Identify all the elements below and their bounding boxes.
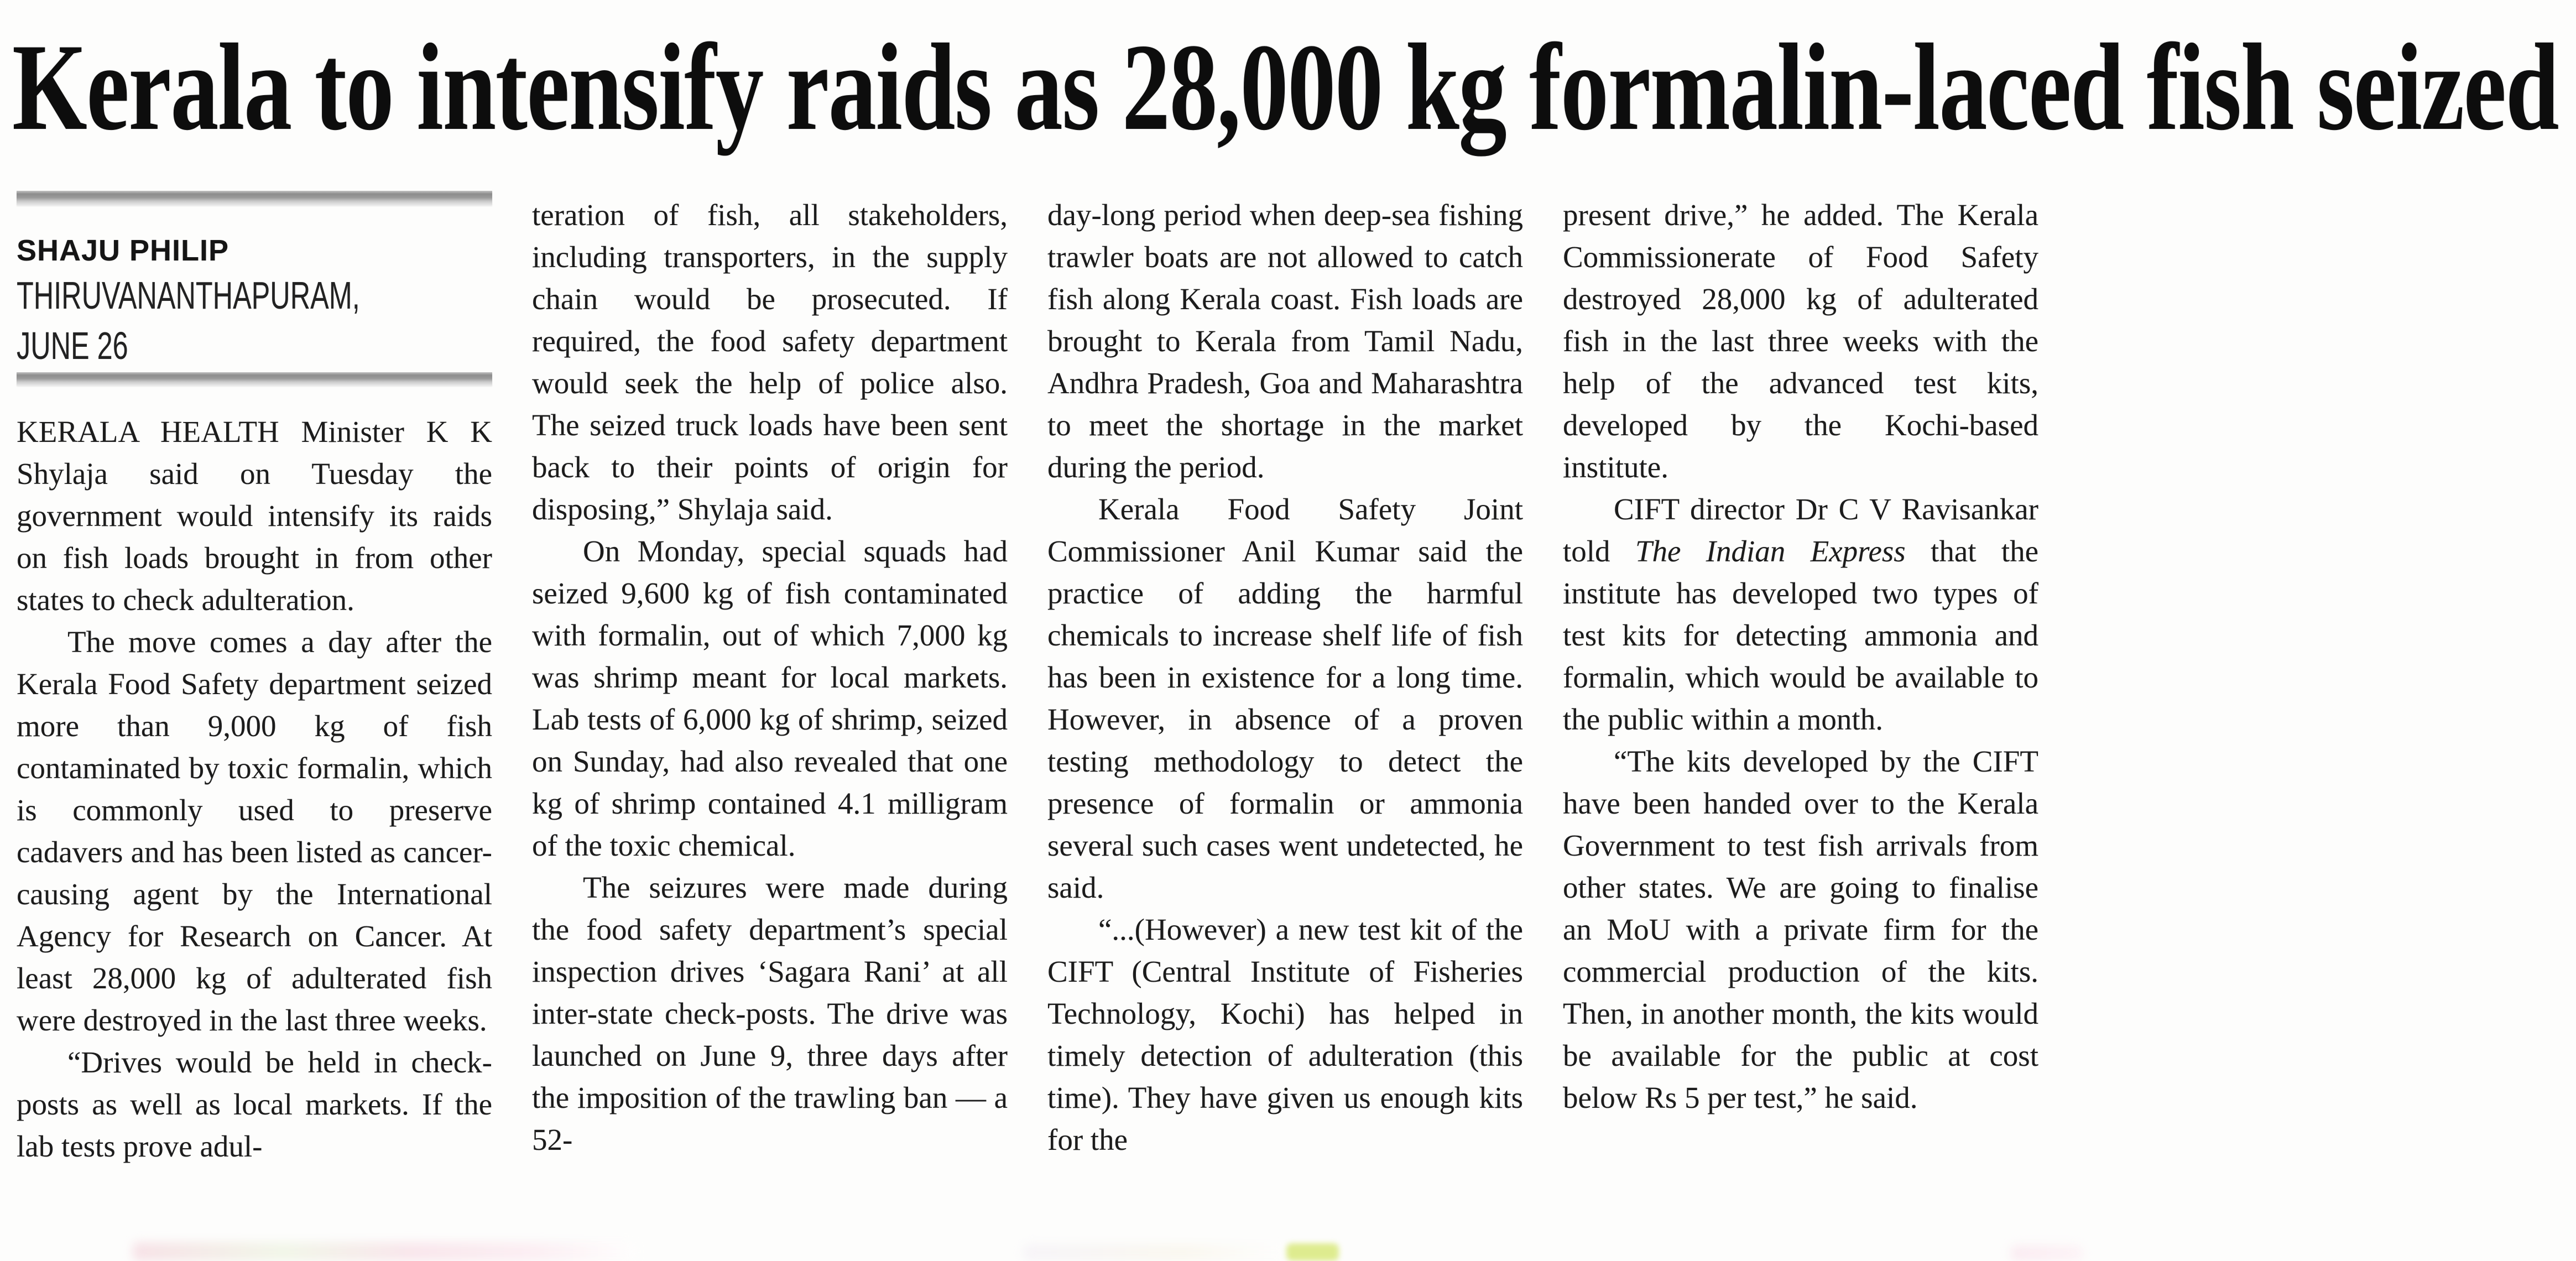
paragraph: The seizures were made during the food safety department’s special inspection drives ‘Sagara Rani’ at all inter-state check-posts. The drive was launched on June 9, three days after the imposition of the trawling ban — a 52- bbox=[532, 871, 1008, 1156]
scan-artifact bbox=[1023, 1244, 1289, 1261]
byline-author: SHAJU PHILIP bbox=[17, 234, 230, 267]
article-column-2 bbox=[532, 191, 1008, 1168]
byline-rule-bottom bbox=[17, 372, 492, 385]
paragraph: day-long period when deep-sea fishing trawler boats are not allowed to catch fish along Kerala coast. Fish loads are brought to Kerala from Tamil Nadu, Andhra Pradesh, Goa and Maharashtra to meet the shortage in the market during the period. bbox=[1047, 198, 1523, 484]
byline-location: THIRUVANANTHAPURAM, bbox=[17, 274, 360, 317]
paragraph: Kerala Food Safety Joint Commissioner Anil Kumar said the practice of adding the harmful chemicals to increase shelf life of fish has been in existence for a long time. However, in absence of a proven testing methodology to detect the presence of formalin or ammonia several such cases went undetected, he said. bbox=[1047, 492, 1523, 904]
byline bbox=[17, 230, 492, 372]
article-column-3 bbox=[1047, 191, 1523, 1168]
paragraph: “...(However) a new test kit of the CIFT (Central Institute of Fisheries Technology, Kochi) has helped in timely detection of adulteration (this time). They have given us enough kits for the bbox=[1047, 913, 1523, 1156]
scan-artifact bbox=[133, 1242, 636, 1261]
scan-artifact bbox=[2011, 1246, 2083, 1261]
headline bbox=[12, 15, 2576, 159]
headline-text: Kerala to intensify raids as 28,000 kg formalin-laced fish seized bbox=[12, 18, 2559, 157]
paragraph: “Drives would be held in check-posts as well as local markets. If the lab tests prove adul- bbox=[17, 1045, 492, 1163]
paragraph: CIFT director Dr C V Ravisankar told The Indian Express that the institute has developed two types of test kits for detecting ammonia and formalin, which would be available to the public within a month. bbox=[1563, 492, 2039, 736]
paragraph: KERALA HEALTH Minister K K Shylaja said on Tuesday the government would intensify its raids on fish loads brought in from other states to check adulteration. bbox=[17, 415, 492, 617]
paragraph: The move comes a day after the Kerala Food Safety department seized more than 9,000 kg of fish contaminated by toxic formalin, which is commonly used to preserve cadavers and has been listed as cancer-causing agent by the International Agency for Research on Cancer. At least 28,000 kg of adulterated fish were destroyed in the last three weeks. bbox=[17, 625, 492, 1037]
byline-rule-top bbox=[17, 191, 492, 205]
paragraph: On Monday, special squads had seized 9,600 kg of fish contaminated with formalin, out of which 7,000 kg was shrimp meant for local markets. Lab tests of 6,000 kg of shrimp, seized on Sunday, had also revealed that one kg of shrimp contained 4.1 milligram of the toxic chemical. bbox=[532, 534, 1008, 862]
paragraph: present drive,” he added. The Kerala Commissionerate of Food Safety destroyed 28,000 kg of adulterated fish in the last three weeks with the help of the advanced test kits, developed by the Kochi-based institute. bbox=[1563, 198, 2038, 484]
article-column-1 bbox=[17, 191, 492, 1168]
article-column-text bbox=[17, 411, 492, 1168]
paragraph: “The kits developed by the CIFT have been handed over to the Kerala Government to test fish arrivals from other states. We are going to finalise an MoU with a private firm for the commercial production of the kits. Then, in another month, the kits would be available for the public at cost below Rs 5 per test,” he said. bbox=[1563, 744, 2038, 1114]
article-body bbox=[17, 191, 2038, 1168]
scan-artifact bbox=[1286, 1243, 1339, 1261]
paragraph: teration of fish, all stakeholders, including transporters, in the supply chain would be prosecuted. If required, the food safety department would seek the help of police also. The seized truck loads have been sent back to their points of origin for disposing,” Shylaja said. bbox=[532, 198, 1008, 526]
article-column-4 bbox=[1563, 191, 2038, 1168]
byline-date: JUNE 26 bbox=[17, 324, 128, 367]
publication-name-italic: The Indian Express bbox=[1635, 534, 1906, 568]
